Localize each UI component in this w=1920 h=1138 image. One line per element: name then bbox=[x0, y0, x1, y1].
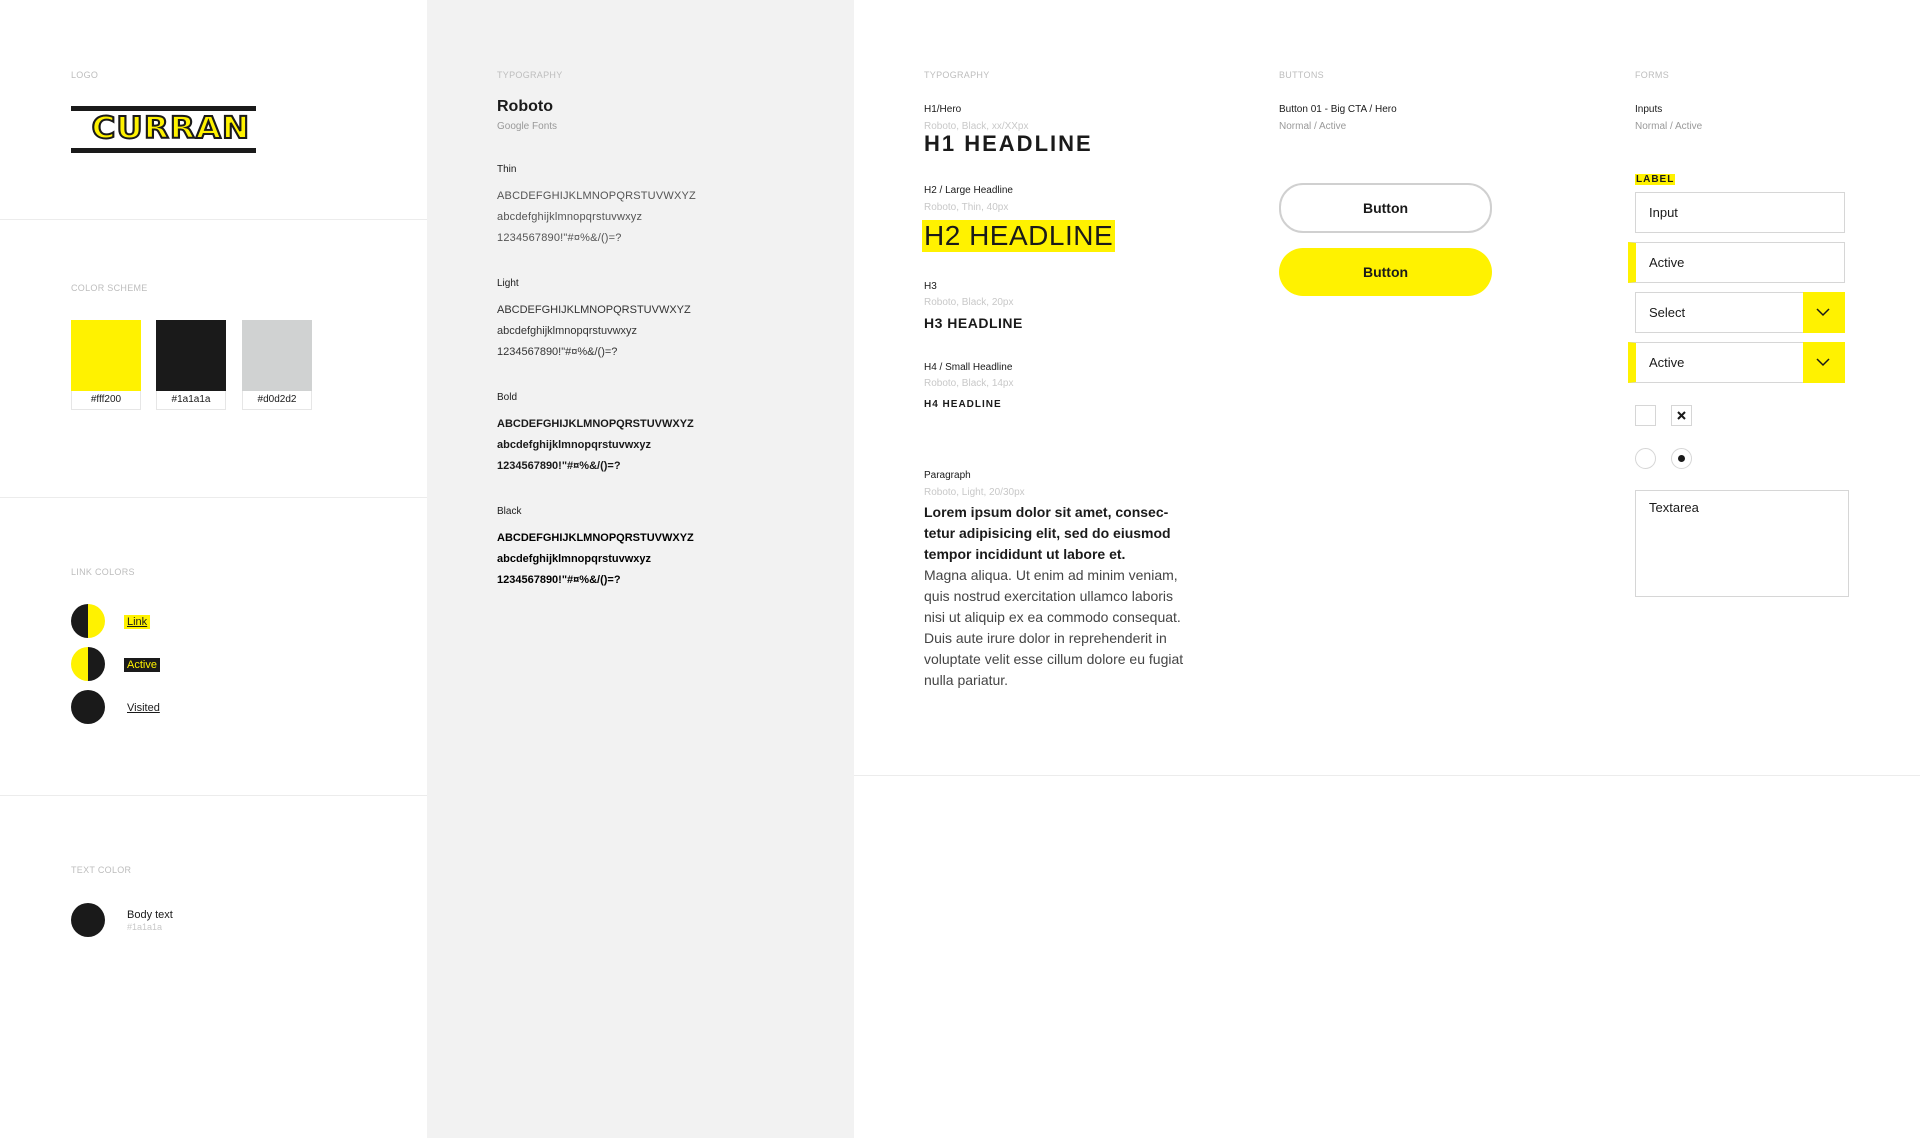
weight-black-label: Black bbox=[497, 506, 522, 517]
h3-spec: Roboto, Black, 20px bbox=[924, 297, 1014, 308]
logo-section-label: LOGO bbox=[71, 70, 99, 80]
textarea[interactable]: Textarea bbox=[1635, 490, 1849, 597]
weight-light-label: Light bbox=[497, 278, 519, 289]
color-scheme-label: COLOR SCHEME bbox=[71, 283, 148, 293]
logo-bottom-bar bbox=[71, 148, 256, 153]
select-active-value: Active bbox=[1649, 355, 1685, 370]
column-buttons bbox=[1209, 0, 1565, 1138]
select-value: Select bbox=[1649, 305, 1686, 320]
link-visited-circle bbox=[71, 690, 105, 724]
divider bbox=[0, 795, 427, 796]
link-normal[interactable]: Link bbox=[124, 615, 150, 629]
forms-title: Inputs bbox=[1635, 104, 1663, 115]
divider bbox=[0, 497, 427, 498]
weight-thin-label: Thin bbox=[497, 164, 517, 175]
buttons-section-label: BUTTONS bbox=[1279, 70, 1324, 80]
font-source: Google Fonts bbox=[497, 121, 558, 132]
checkbox-unchecked[interactable] bbox=[1635, 405, 1656, 426]
swatch-hex: #fff200 bbox=[71, 391, 141, 410]
h3-label: H3 bbox=[924, 281, 937, 292]
swatch-hex: #d0d2d2 bbox=[242, 391, 312, 410]
text-color-circle bbox=[71, 903, 105, 937]
weight-thin-sample: ABCDEFGHIJKLMNOPQRSTUVWXYZ abcdefghijklmnopqrstuvwxyz 1234567890!"#¤%&/()=? bbox=[497, 190, 696, 244]
column-brand bbox=[0, 0, 428, 1138]
typography-section-label: TYPOGRAPHY bbox=[497, 70, 563, 80]
weight-bold-label: Bold bbox=[497, 392, 518, 403]
button-normal[interactable]: Button bbox=[1279, 183, 1492, 233]
button-title: Button 01 - Big CTA / Hero bbox=[1279, 104, 1397, 115]
paragraph-spec: Roboto, Light, 20/30px bbox=[924, 487, 1025, 498]
body-text-label: Body text bbox=[127, 909, 173, 921]
brand-logo bbox=[71, 106, 256, 153]
link-visited[interactable]: Visited bbox=[127, 702, 160, 714]
chevron-down-icon bbox=[1815, 305, 1831, 319]
swatch-yellow bbox=[71, 320, 141, 410]
paragraph-lead: Lorem ipsum dolor sit amet, consec-tetur adipisicing elit, sed do eiusmod tempor incididunt ut labore et. bbox=[924, 504, 1171, 562]
logo-wordmark: CURRAN bbox=[91, 111, 251, 146]
divider bbox=[854, 775, 1920, 776]
close-icon bbox=[1672, 406, 1691, 425]
text-input[interactable]: Input bbox=[1635, 192, 1845, 233]
swatch-chip bbox=[156, 320, 226, 391]
forms-section-label: FORMS bbox=[1635, 70, 1669, 80]
swatch-black bbox=[156, 320, 226, 410]
swatch-gray bbox=[242, 320, 312, 410]
h2-label: H2 / Large Headline bbox=[924, 185, 1013, 196]
swatch-chip bbox=[242, 320, 312, 391]
h1-label: H1/Hero bbox=[924, 104, 962, 115]
button-active[interactable]: Button bbox=[1279, 248, 1492, 296]
swatch-chip bbox=[71, 320, 141, 391]
select-dropdown[interactable] bbox=[1635, 292, 1845, 333]
swatch-hex: #1a1a1a bbox=[156, 391, 226, 410]
weight-bold-sample: ABCDEFGHIJKLMNOPQRSTUVWXYZ abcdefghijklmnopqrstuvwxyz 1234567890!"#¤%&/()=? bbox=[497, 418, 694, 472]
h4-spec: Roboto, Black, 14px bbox=[924, 378, 1014, 389]
field-label: LABEL bbox=[1636, 174, 1675, 185]
weight-light-sample: ABCDEFGHIJKLMNOPQRSTUVWXYZ abcdefghijklmnopqrstuvwxyz 1234567890!"#¤%&/()=? bbox=[497, 304, 691, 358]
checkbox-checked[interactable] bbox=[1671, 405, 1692, 426]
weight-black-sample: ABCDEFGHIJKLMNOPQRSTUVWXYZ abcdefghijklmnopqrstuvwxyz 1234567890!"#¤%&/()=? bbox=[497, 532, 694, 586]
select-arrow[interactable] bbox=[1803, 292, 1845, 333]
select-arrow[interactable] bbox=[1803, 342, 1845, 383]
paragraph-body: Magna aliqua. Ut enim ad minim veniam, quis nostrud exercitation ullamco laboris nisi ut aliquip ex ea commodo consequat. Duis aute irure dolor in reprehenderit in voluptate velit esse cillum dolore eu fugiat nulla pariatur. bbox=[924, 567, 1184, 688]
divider bbox=[0, 219, 427, 220]
radio-selected[interactable] bbox=[1671, 448, 1692, 469]
radio-unselected[interactable] bbox=[1635, 448, 1656, 469]
headings-section-label: TYPOGRAPHY bbox=[924, 70, 990, 80]
font-name: Roboto bbox=[497, 98, 553, 115]
text-color-label: TEXT COLOR bbox=[71, 865, 132, 875]
link-color-circle bbox=[71, 604, 105, 638]
paragraph-label: Paragraph bbox=[924, 470, 971, 481]
button-states: Normal / Active bbox=[1279, 121, 1347, 132]
h2-sample: H2 HEADLINE bbox=[924, 220, 1114, 251]
link-active[interactable]: Active bbox=[124, 658, 160, 672]
h4-label: H4 / Small Headline bbox=[924, 362, 1013, 373]
h1-spec: Roboto, Black, xx/XXpx bbox=[924, 121, 1029, 132]
h2-spec: Roboto, Thin, 40px bbox=[924, 202, 1009, 213]
forms-states: Normal / Active bbox=[1635, 121, 1703, 132]
chevron-down-icon bbox=[1815, 355, 1831, 369]
h4-sample: H4 HEADLINE bbox=[924, 399, 1002, 410]
body-text-hex: #1a1a1a bbox=[127, 922, 163, 932]
h3-sample: H3 HEADLINE bbox=[924, 315, 1023, 331]
h1-sample: H1 HEADLINE bbox=[924, 131, 1093, 156]
radio-dot bbox=[1678, 455, 1685, 462]
text-input-active[interactable]: Active bbox=[1628, 242, 1845, 283]
link-colors-label: LINK COLORS bbox=[71, 567, 135, 577]
link-active-circle bbox=[71, 647, 105, 681]
select-dropdown-active[interactable] bbox=[1628, 342, 1845, 383]
